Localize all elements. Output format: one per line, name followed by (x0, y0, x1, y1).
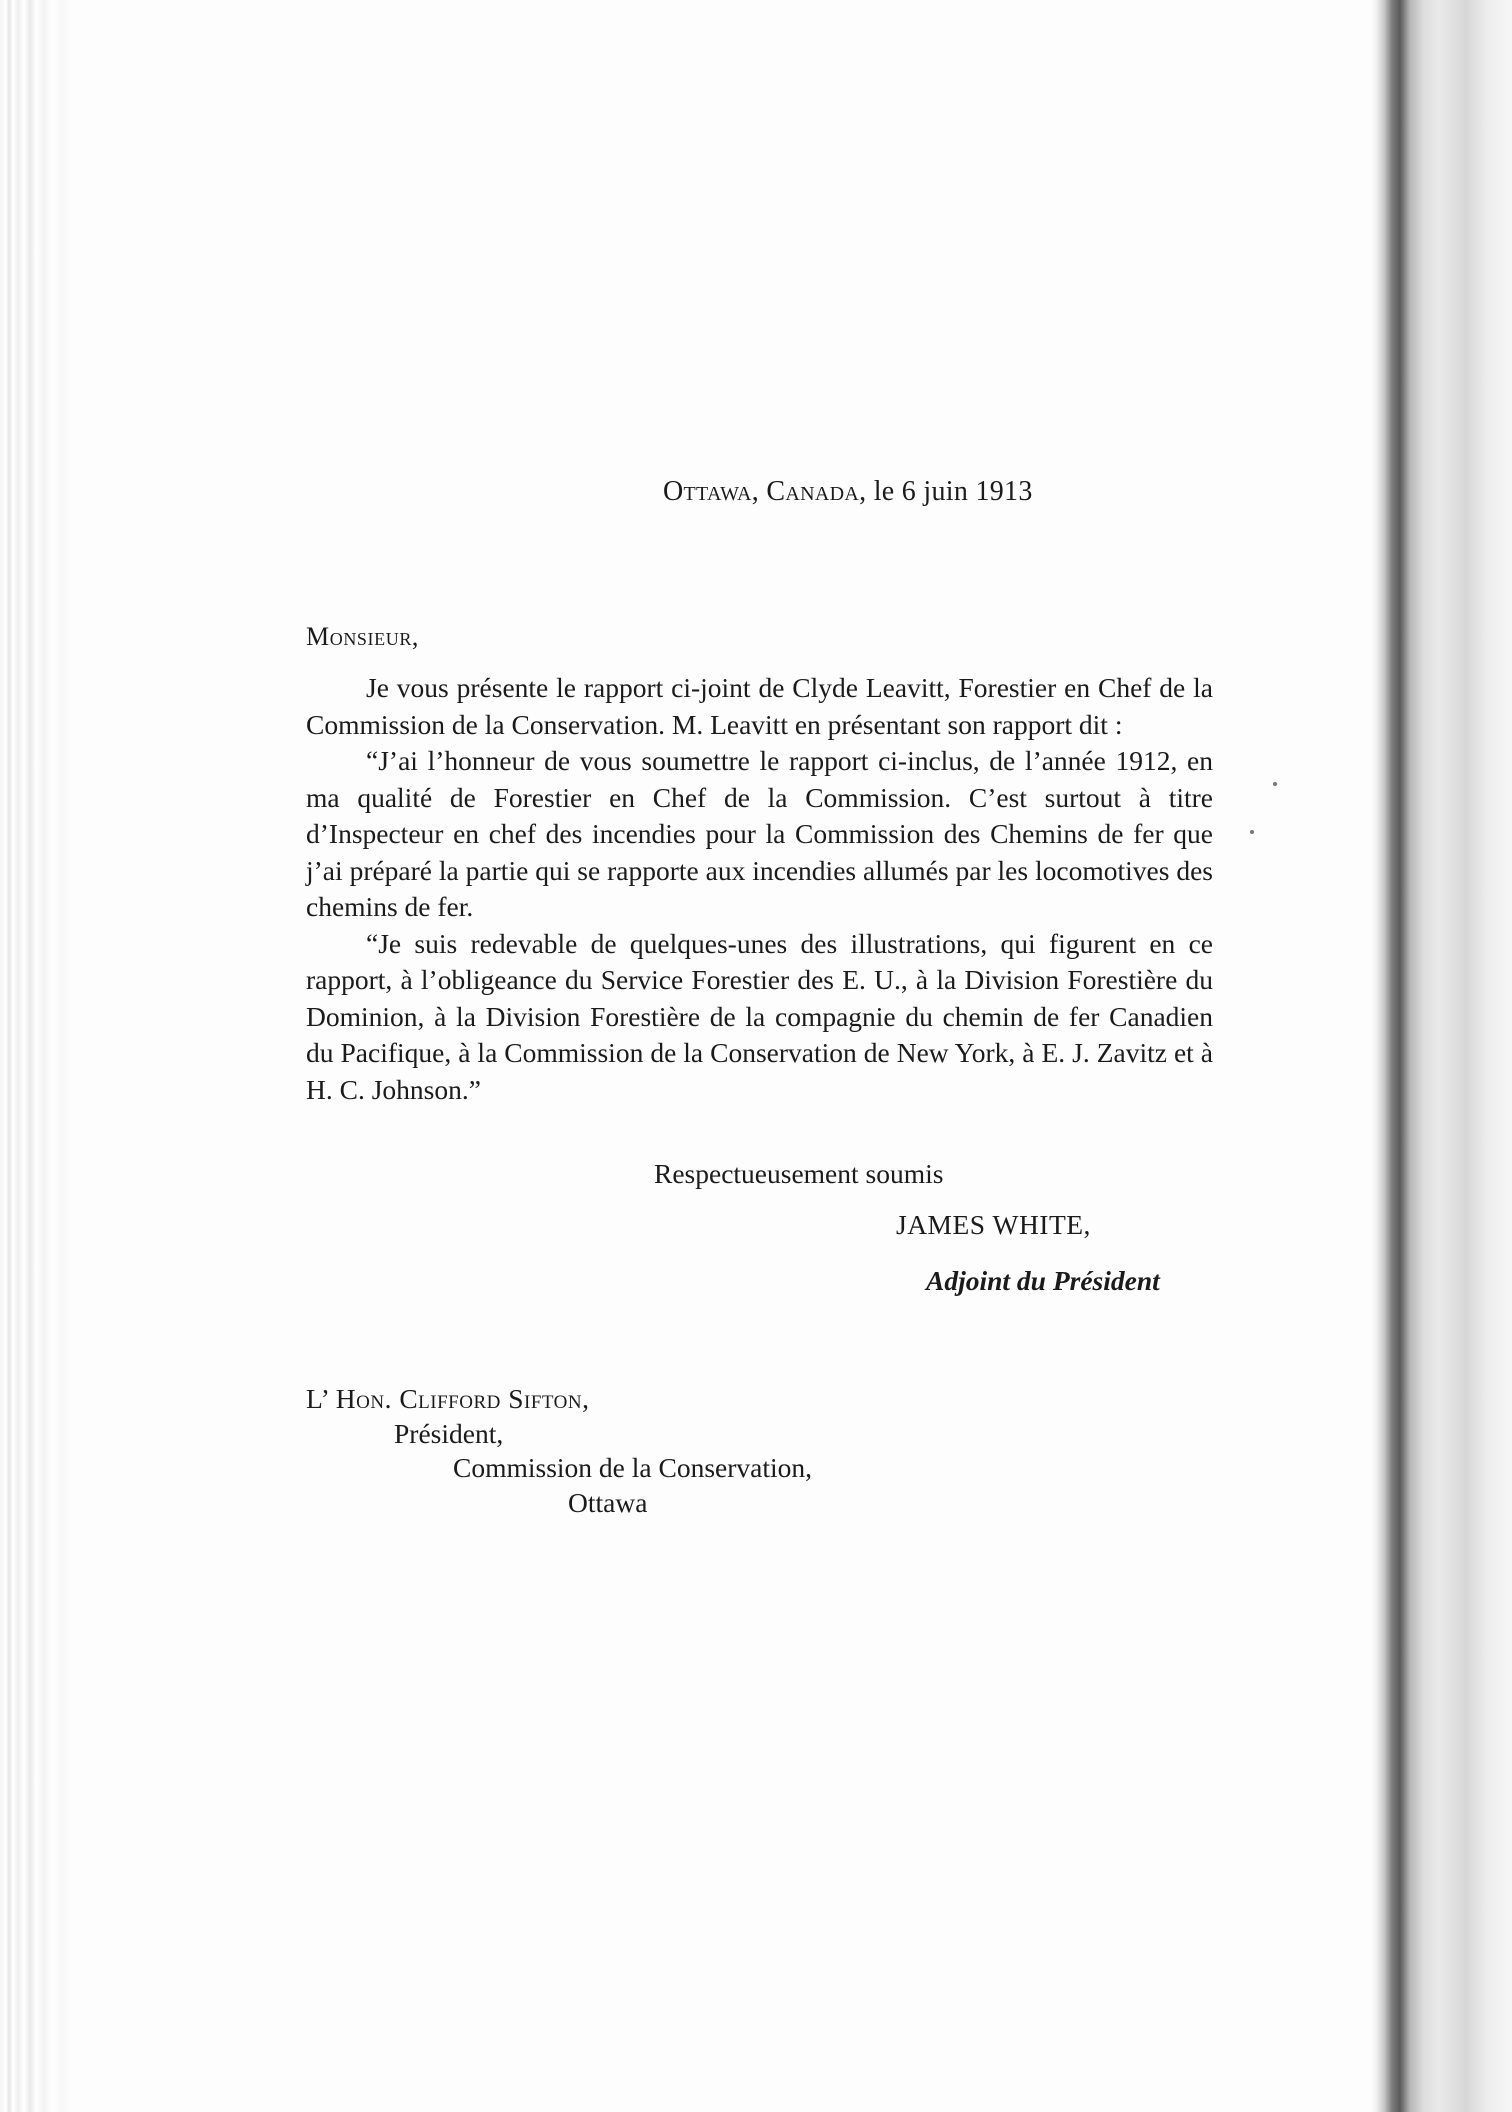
scan-speck (1250, 830, 1254, 834)
book-binding-shadow (1370, 0, 1512, 2112)
dateline (663, 476, 1033, 508)
closing: Respectueusement soumis (654, 1158, 944, 1189)
paragraph-quote-2: “Je suis redevable de quelques-unes des illustrations, qui figurent en ce rapport, à l’obligeance du Service Forestier des E. U., à la Division Forestière du Dominion, à la Division Forestière de la compagnie du chemin de fer Canadien du Pacifique, à la Commission de la Conservation de New York, à E. J. Zavitz et à H. C. Johnson.” (306, 927, 1213, 1105)
recipient-role: Président, (394, 1418, 504, 1449)
dateline-place: Ottawa, Canada, (663, 476, 867, 507)
signer-title: Adjoint du Président (926, 1265, 1160, 1296)
paragraph-intro: Je vous présente le rapport ci-joint de Clyde Leavitt, Forestier en Chef de la Commission de la Conservation. M. Leavitt en présentant son rapport dit : (306, 672, 1213, 740)
recipient-city: Ottawa (568, 1487, 648, 1518)
recipient-organization: Commission de la Conservation, (453, 1452, 813, 1483)
stacked-page-edges (0, 0, 70, 2112)
salutation: Monsieur, (306, 622, 420, 651)
dateline-date: le 6 juin 1913 (866, 476, 1033, 507)
paragraph-quote-1: “J’ai l’honneur de vous soumettre le rapport ci-inclus, de l’année 1912, en ma qualité de Forestier en Chef de la Commission. C’est surtout à titre d’Inspecteur en chef des incendies pour la Commission des Chemins de fer que j’ai préparé la partie qui se rapporte aux incendies allumés par les locomotives des chemins de fer. (306, 745, 1213, 922)
letter-body (306, 670, 1213, 1108)
recipient-name: L’ Hon. Clifford Sifton, (306, 1383, 590, 1414)
signer-name: JAMES WHITE, (896, 1209, 1091, 1240)
scan-speck (1273, 782, 1277, 786)
